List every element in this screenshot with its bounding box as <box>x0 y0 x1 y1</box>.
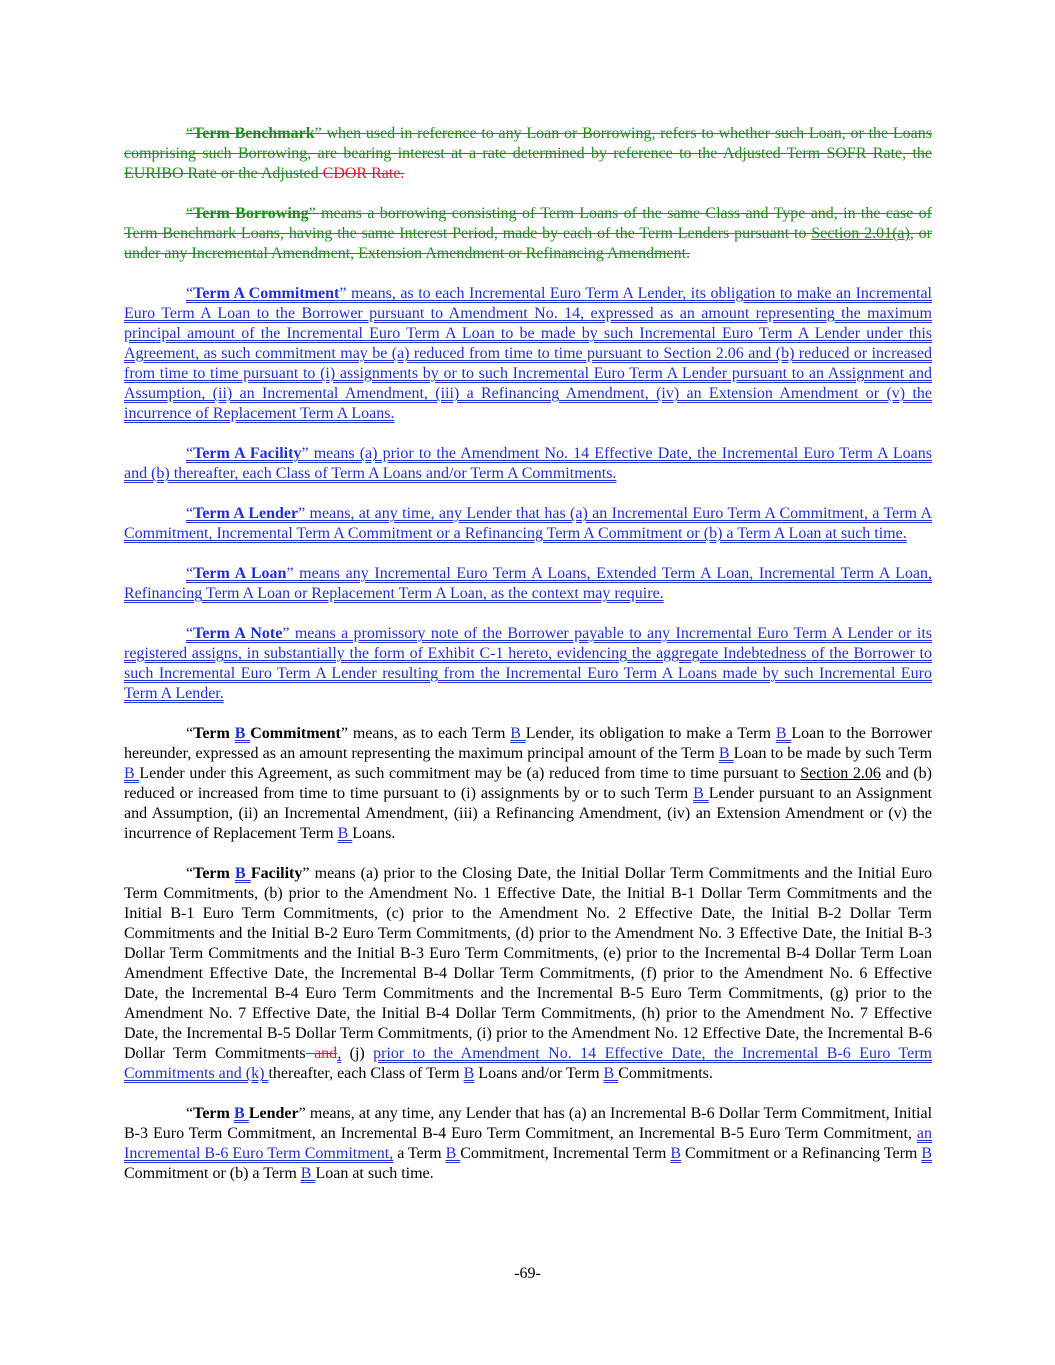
defined-term: Term A Loan <box>193 565 287 582</box>
definition-body: ” means, at any time, any Lender that has (a) an Incremental Euro Term A Commitment, a Term A Commitment, Incremental Term A Commitment or a Refinancing Term A Commitment or (b) a Term A Loan at such time. <box>124 505 933 542</box>
defined-term <box>193 725 341 742</box>
text: ” means, as to each Term <box>340 725 511 742</box>
deleted-text: and <box>305 1045 338 1062</box>
inserted-comma: , <box>337 1045 342 1062</box>
inserted-b: B <box>235 865 251 882</box>
definition-term-borrowing <box>124 204 932 264</box>
definition-body: ” when used in reference to any Loan or Borrowing, refers to whether such Loan, or the Loans comprising such Borrowing, are bearing interest at a rate determined by reference to the Adjusted Term SOFR Rate, the EURIBO Rate or the Adjusted <box>124 125 933 182</box>
defined-term: Term A Commitment <box>193 285 340 302</box>
text: Loans and/or Term <box>474 1065 604 1082</box>
quote: “ <box>186 1105 194 1122</box>
definition-body: ” means, as to each Incremental Euro Term A Lender, its obligation to make an Incremental Euro Term A Loan to the Borrower pursuant to Amendment No. 14, expressed as an amount representing the maximum principal amount of the Incremental Euro Term A Loan to be made by such Incremental Euro Term A Lender under this Agreement, as such commitment may be (a) reduced from time to time pursuant to Section 2.06 and (b) reduced or increased from time to time pursuant to (i) assignments by or to such Incremental Euro Term A Lender pursuant to an Assignment and Assumption, (ii) an Incremental Amendment, (iii) a Refinancing Amendment, (iv) an Extension Amendment or (v) the incurrence of Replacement Term A Loans. <box>124 285 933 422</box>
page-number: -69- <box>514 1265 541 1282</box>
quote: “ <box>186 285 194 302</box>
text: a Term <box>393 1145 446 1162</box>
text: (j) <box>341 1045 374 1062</box>
definition-term-a-commitment <box>124 284 932 424</box>
inserted-b: B <box>234 1105 249 1122</box>
definition-body-2: , or under any Incremental Amendment, Extension Amendment or Refinancing Amendment. <box>124 225 933 262</box>
inserted-b: B <box>718 745 734 762</box>
inserted-b: B <box>510 725 526 742</box>
definition-term-b-commitment <box>124 724 932 844</box>
quote: “ <box>186 505 194 522</box>
definition-term-a-facility <box>124 444 932 484</box>
text: ” means, at any time, any Lender that has (a) an Incremental B-6 Dollar Term Commitment, Initial B-3 Euro Term Commitment, an Incremental B-4 Euro Term Commitment, an Incremental B-5 Euro Term Commitment, <box>124 1105 933 1142</box>
term-suffix: Commitment <box>250 725 341 742</box>
definition-body: ” means a borrowing consisting of Term Loans of the same Class and Type and, in the case of Term Benchmark Loans, having the same Interest Period, made by each of the Term Lenders pursuant to <box>124 205 932 242</box>
inserted-b: B <box>234 725 251 742</box>
document-page <box>124 124 932 1204</box>
defined-term <box>193 865 302 882</box>
term-prefix: Term <box>193 1105 235 1122</box>
definition-term-benchmark <box>124 124 932 184</box>
text: thereafter, each Class of Term <box>268 1065 464 1082</box>
quote: “ <box>186 725 194 742</box>
text: Commitment or a Refinancing Term <box>681 1145 922 1162</box>
quote: “ <box>186 205 194 222</box>
term-suffix: Lender <box>248 1105 299 1122</box>
term-prefix: Term <box>193 725 235 742</box>
text: Loan at such time. <box>315 1165 434 1182</box>
defined-term: Term A Note <box>193 625 283 642</box>
inserted-b: B <box>445 1145 461 1162</box>
deleted-text: CDOR Rate. <box>322 165 405 182</box>
inserted-b: B <box>463 1065 475 1082</box>
definition-body: ” means any Incremental Euro Term A Loans, Extended Term A Loan, Incremental Term A Loan, Refinancing Term A Loan or Replacement Term A Loan, as the context may require. <box>124 565 933 602</box>
section-reference: Section 2.06 <box>800 765 881 782</box>
inserted-b: B <box>337 825 353 842</box>
quote: “ <box>186 565 194 582</box>
text: Loans. <box>352 825 396 842</box>
inserted-b: B <box>603 1065 619 1082</box>
text: Lender pursuant to an Assignment and Assumption, (ii) an Incremental Amendment, (iii) a Refinancing Amendment, (iv) an Extension Amendment or (v) the incurrence of Replacement Term <box>124 785 933 842</box>
inserted-text: prior to the Amendment No. 14 Effective Date, the Incremental B-6 Euro Term Commitments and (k) <box>124 1045 932 1082</box>
term-prefix: Term <box>193 865 235 882</box>
definition-term-a-note <box>124 624 932 704</box>
inserted-b: B <box>693 785 709 802</box>
definition-body: ” means (a) prior to the Amendment No. 14 Effective Date, the Incremental Euro Term A Loans and (b) thereafter, each Class of Term A Loans and/or Term A Commitments. <box>124 445 933 482</box>
defined-term <box>193 1105 299 1122</box>
inserted-text: an Incremental B-6 Euro Term Commitment, <box>124 1125 932 1162</box>
definition-term-b-facility <box>124 864 932 1084</box>
text: Commitments. <box>618 1065 713 1082</box>
term-suffix: Facility <box>250 865 303 882</box>
definition-term-b-lender <box>124 1104 932 1184</box>
defined-term: Term Benchmark <box>193 125 315 142</box>
text: Commitment or (b) a Term <box>124 1165 301 1182</box>
text: Loan to be made by such Term <box>733 745 933 762</box>
text: Lender, its obligation to make a Term <box>525 725 776 742</box>
definition-term-a-lender <box>124 504 932 544</box>
defined-term: Term Borrowing <box>193 205 309 222</box>
inserted-b: B <box>670 1145 682 1162</box>
defined-term: Term A Facility <box>193 445 302 462</box>
quote: “ <box>186 445 194 462</box>
quote: “ <box>186 125 194 142</box>
quote: “ <box>186 625 194 642</box>
inserted-b: B <box>775 725 792 742</box>
definition-term-a-loan <box>124 564 932 604</box>
defined-term: Term A Lender <box>193 505 299 522</box>
quote: “ <box>186 865 194 882</box>
definition-body: ” means a promissory note of the Borrower payable to any Incremental Euro Term A Lender or its registered assigns, in substantially the form of Exhibit C-1 hereto, evidencing the aggregate Indebtedness of the Borrower to such Incremental Euro Term A Lender resulting from the Incremental Euro Term A Loans made by such Incremental Euro Term A Lender. <box>124 625 932 702</box>
text: and (b) reduced or increased from time to time pursuant to (i) assignments by or to such Term <box>124 765 933 802</box>
text: Lender under this Agreement, as such commitment may be (a) reduced from time to time pursuant to <box>139 765 801 782</box>
text: Commitment, Incremental Term <box>460 1145 671 1162</box>
inserted-b: B <box>300 1165 316 1182</box>
text: ” means (a) prior to the Closing Date, the Initial Dollar Term Commitments and the Initial Euro Term Commitments, (b) prior to the Amendment No. 1 Effective Date, the Initial B-1 Dollar Term Commitments and the Initial B-1 Euro Term Commitments, (c) prior to the Amendment No. 2 Effective Date, the Initial B-2 Dollar Term Commitments and the Initial B-2 Euro Term Commitments, (d) prior to the Amendment No. 3 Effective Date, the Initial B-3 Dollar Term Commitments and the Initial B-3 Euro Term Commitments, (e) prior to the Incremental B-4 Dollar Term Loan Amendment Effective Date, the Incremental B-4 Dollar Term Commitments, (f) prior to the Amendment No. 6 Effective Date, the Incremental B-4 Euro Term Commitments and the Incremental B-5 Euro Term Commitments, (g) prior to the Amendment No. 7 Effective Date, the Initial B-4 Dollar Term Commitments, (h) prior to the Amendment No. 7 Effective Date, the Incremental B-5 Dollar Term Commitments, (i) prior to the Amendment No. 12 Effective Date, the Incremental B-6 Dollar Term Commitments <box>124 865 933 1062</box>
inserted-b: B <box>124 765 140 782</box>
section-reference: Section 2.01(a) <box>811 225 910 242</box>
text: Loan to the Borrower hereunder, expressed as an amount representing the maximum principal amount of the Term <box>124 725 933 762</box>
inserted-b: B <box>921 1145 933 1162</box>
